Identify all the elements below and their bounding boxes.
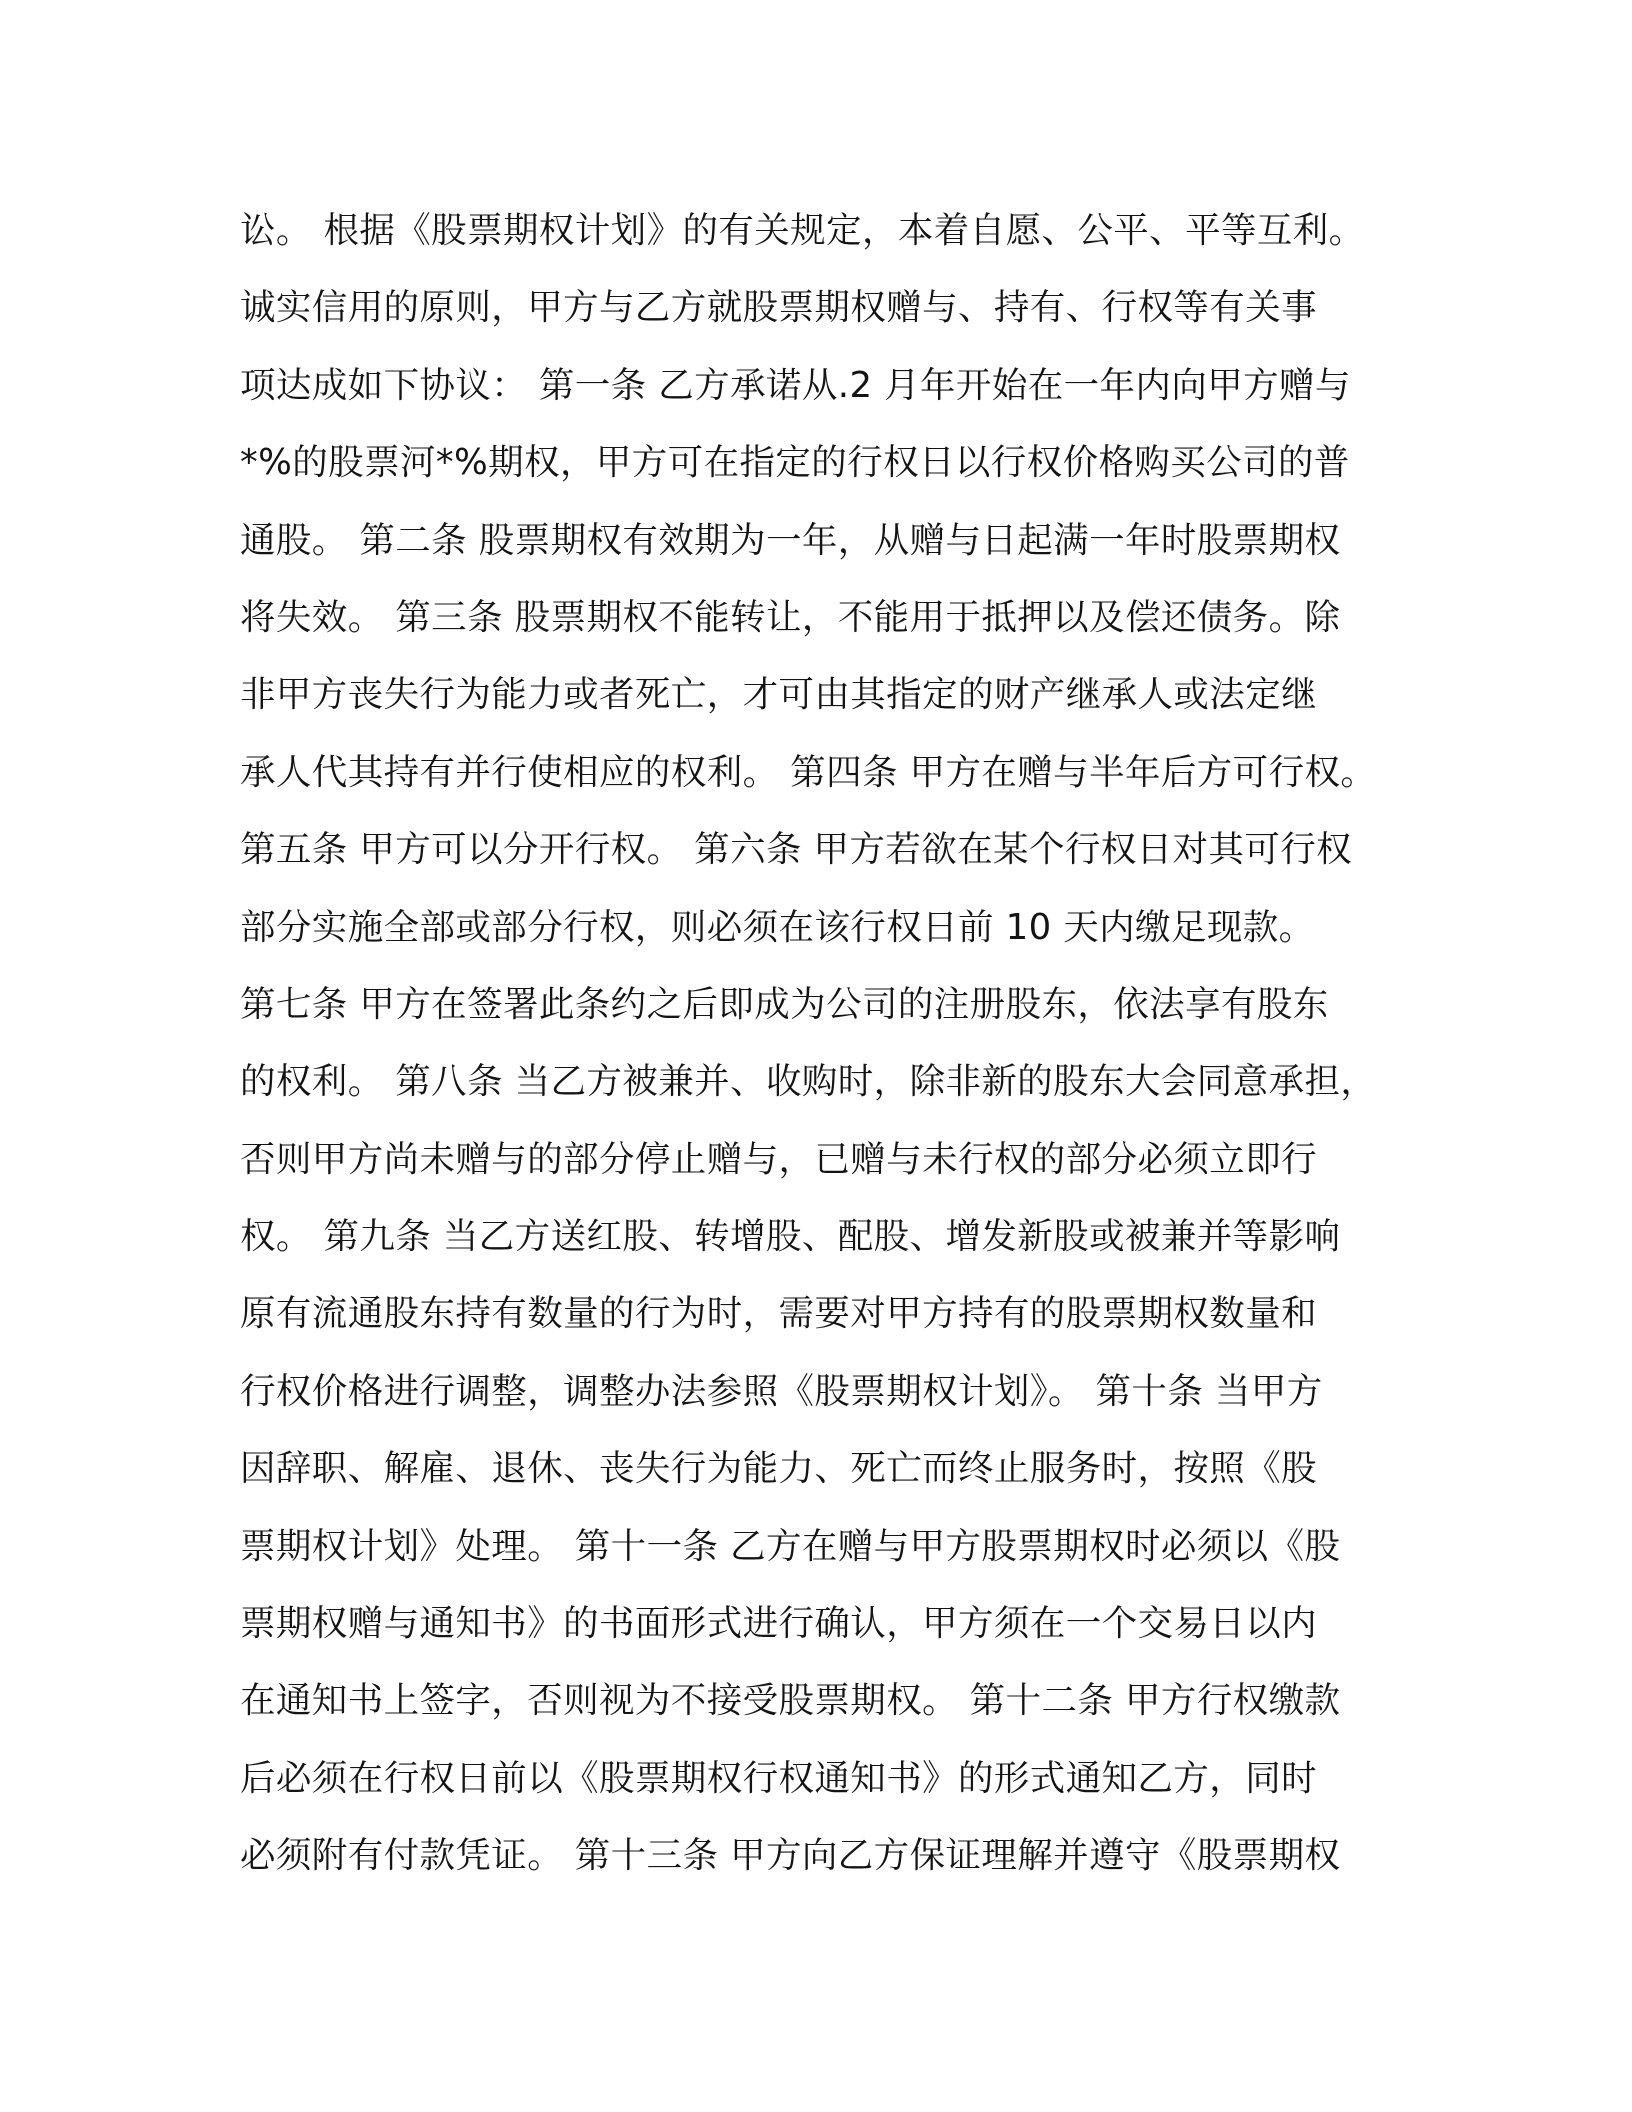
text-line: 后必须在行权日前以《股票期权行权通知书》的形式通知乙方，同时: [240, 1757, 1318, 1799]
text-line: 原有流通股东持有数量的行为时，需要对甲方持有的股票期权数量和: [240, 1293, 1318, 1335]
text-line: 第五条 甲方可以分开行权。 第六条 甲方若欲在某个行权日对其可行权: [240, 829, 1353, 871]
text-line: 承人代其持有并行使相应的权利。 第四条 甲方在赠与半年后方可行权。: [240, 751, 1377, 793]
text-line: 票期权计划》处理。 第十一条 乙方在赠与甲方股票期权时必须以《股: [240, 1525, 1341, 1567]
text-line: 的权利。 第八条 当乙方被兼并、收购时，除非新的股东大会同意承担，: [240, 1061, 1377, 1103]
text-line: 权。 第九条 当乙方送红股、转增股、配股、增发新股或被兼并等影响: [240, 1216, 1341, 1258]
text-line: 在通知书上签字，否则视为不接受股票期权。 第十二条 甲方行权缴款: [240, 1680, 1341, 1722]
text-line: 讼。 根据《股票期权计划》的有关规定，本着自愿、公平、平等互利。: [240, 210, 1365, 251]
text-line: 诚实信用的原则，甲方与乙方就股票期权赠与、持有、行权等有关事: [240, 287, 1318, 329]
text-line: 否则甲方尚未赠与的部分停止赠与，已赠与未行权的部分必须立即行: [240, 1138, 1318, 1180]
text-line: 票期权赠与通知书》的书面形式进行确认，甲方须在一个交易日以内: [240, 1603, 1318, 1645]
text-line: *%的股票河*%期权，甲方可在指定的行权日以行权价格购买公司的普: [240, 442, 1350, 484]
text-line: 通股。 第二条 股票期权有效期为一年，从赠与日起满一年时股票期权: [240, 519, 1341, 561]
text-line: 因辞职、解雇、退休、丧失行为能力、死亡而终止服务时，按照《股: [240, 1448, 1318, 1490]
text-line: 将失效。 第三条 股票期权不能转让，不能用于抵押以及偿还债务。除: [240, 596, 1341, 638]
text-line: 部分实施全部或部分行权，则必须在该行权日前 10 天内缴足现款。: [240, 906, 1315, 948]
text-line: 第七条 甲方在签署此条约之后即成为公司的注册股东，依法享有股东: [240, 983, 1329, 1025]
text-line: 项达成如下协议： 第一条 乙方承诺从.2 月年开始在一年内向甲方赠与: [240, 364, 1351, 406]
text-line: 必须附有付款凭证。 第十三条 甲方向乙方保证理解并遵守《股票期权: [240, 1835, 1341, 1877]
text-line: 非甲方丧失行为能力或者死亡，才可由其指定的财产继承人或法定继: [240, 674, 1318, 716]
document-body: [240, 192, 1400, 1895]
text-line: 行权价格进行调整，调整办法参照《股票期权计划》。 第十条 当甲方: [240, 1370, 1323, 1412]
